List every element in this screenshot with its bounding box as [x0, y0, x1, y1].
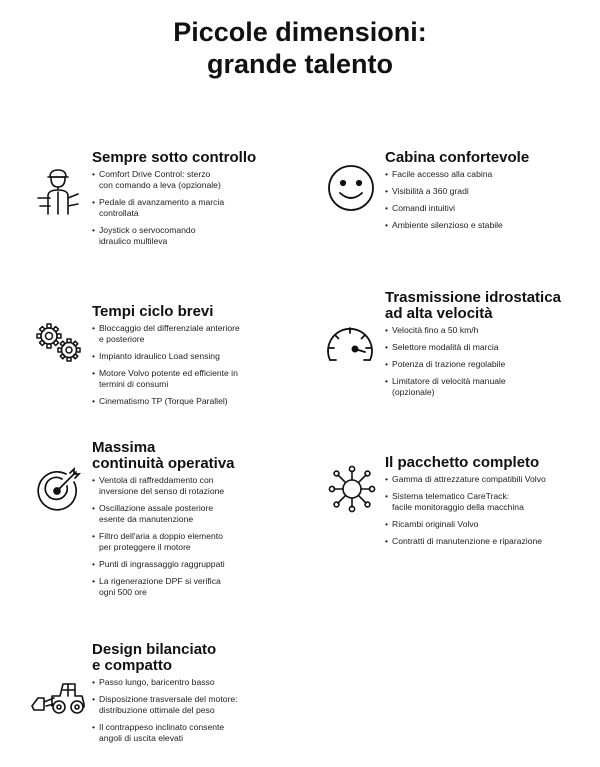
list-item: • Punti di ingrassaggio raggruppati [92, 559, 297, 570]
feature-package-heading: Il pacchetto completo [385, 454, 540, 471]
feature-cabin [385, 150, 585, 237]
list-item: • Velocità fino a 50 km/h [385, 325, 590, 336]
list-item: • Motore Volvo potente ed efficiente in termini di consumi [92, 368, 292, 390]
list-item: • Pedale di avanzamento a marcia controllata [92, 197, 292, 219]
speedometer-icon [324, 322, 376, 366]
feature-cycle [92, 304, 292, 413]
feature-transmission-list [385, 325, 590, 398]
list-item: • Cinematismo TP (Torque Parallel) [92, 396, 292, 407]
list-item: • Comandi intuitivi [385, 203, 585, 214]
list-item: • Joystick o servocomando idraulico multileva [92, 225, 292, 247]
page-title-line-2: grande talento [206, 49, 394, 79]
feature-package-list [385, 474, 590, 547]
smiley-icon [326, 163, 376, 213]
operator-icon [36, 168, 80, 216]
list-item: • Facile accesso alla cabina [385, 169, 585, 180]
feature-cabin-list [385, 169, 585, 231]
gears-icon [34, 321, 84, 365]
list-item: • Oscillazione assale posteriore esente da manutenzione [92, 503, 297, 525]
list-item: • Il contrappeso inclinato consente angoli di uscita elevati [92, 722, 297, 744]
feature-package [385, 455, 590, 553]
feature-control [92, 150, 292, 253]
network-icon [326, 463, 378, 515]
list-item: • Passo lungo, baricentro basso [92, 677, 297, 688]
list-item: • Gamma di attrezzature compatibili Volvo [385, 474, 590, 485]
feature-cycle-list [92, 323, 292, 407]
list-item: • Comfort Drive Control: sterzo con comando a leva (opzionale) [92, 169, 292, 191]
list-item: • Contratti di manutenzione e riparazione [385, 536, 590, 547]
list-item: • Ambiente silenzioso e stabile [385, 220, 585, 231]
list-item: • Ventola di raffreddamento con inversione del senso di rotazione [92, 475, 297, 497]
list-item: • Filtro dell'aria a doppio elemento per proteggere il motore [92, 531, 297, 553]
list-item: • Sistema telematico CareTrack: facile monitoraggio della macchina [385, 491, 590, 513]
list-item: • Potenza di trazione regolabile [385, 359, 590, 370]
list-item: • Impianto idraulico Load sensing [92, 351, 292, 362]
feature-transmission-heading: Trasmissione idrostatica ad alta velocità [385, 289, 561, 322]
feature-design-heading: Design bilanciato e compatto [92, 641, 217, 674]
feature-control-heading: Sempre sotto controllo [92, 149, 257, 166]
feature-uptime [92, 440, 297, 604]
feature-control-list [92, 169, 292, 247]
feature-design [92, 642, 297, 750]
feature-cabin-heading: Cabina confortevole [385, 149, 530, 166]
wheel-loader-icon [30, 676, 88, 716]
feature-cycle-heading: Tempi ciclo brevi [92, 303, 214, 320]
page-title-line-1: Piccole dimensioni: [173, 17, 427, 47]
list-item: • Visibilità a 360 gradi [385, 186, 585, 197]
list-item: • Ricambi originali Volvo [385, 519, 590, 530]
feature-transmission [385, 290, 590, 404]
target-icon [36, 466, 82, 512]
feature-uptime-list [92, 475, 297, 598]
list-item: • Disposizione trasversale del motore: distribuzione ottimale del peso [92, 694, 297, 716]
list-item: • Limitatore di velocità manuale (opzionale) [385, 376, 590, 398]
list-item: • Bloccaggio del differenziale anteriore e posteriore [92, 323, 292, 345]
list-item: • La rigenerazione DPF si verifica ogni 500 ore [92, 576, 297, 598]
feature-uptime-heading: Massima continuità operativa [92, 439, 235, 472]
list-item: • Selettore modalità di marcia [385, 342, 590, 353]
page-title [0, 16, 600, 80]
feature-design-list [92, 677, 297, 744]
